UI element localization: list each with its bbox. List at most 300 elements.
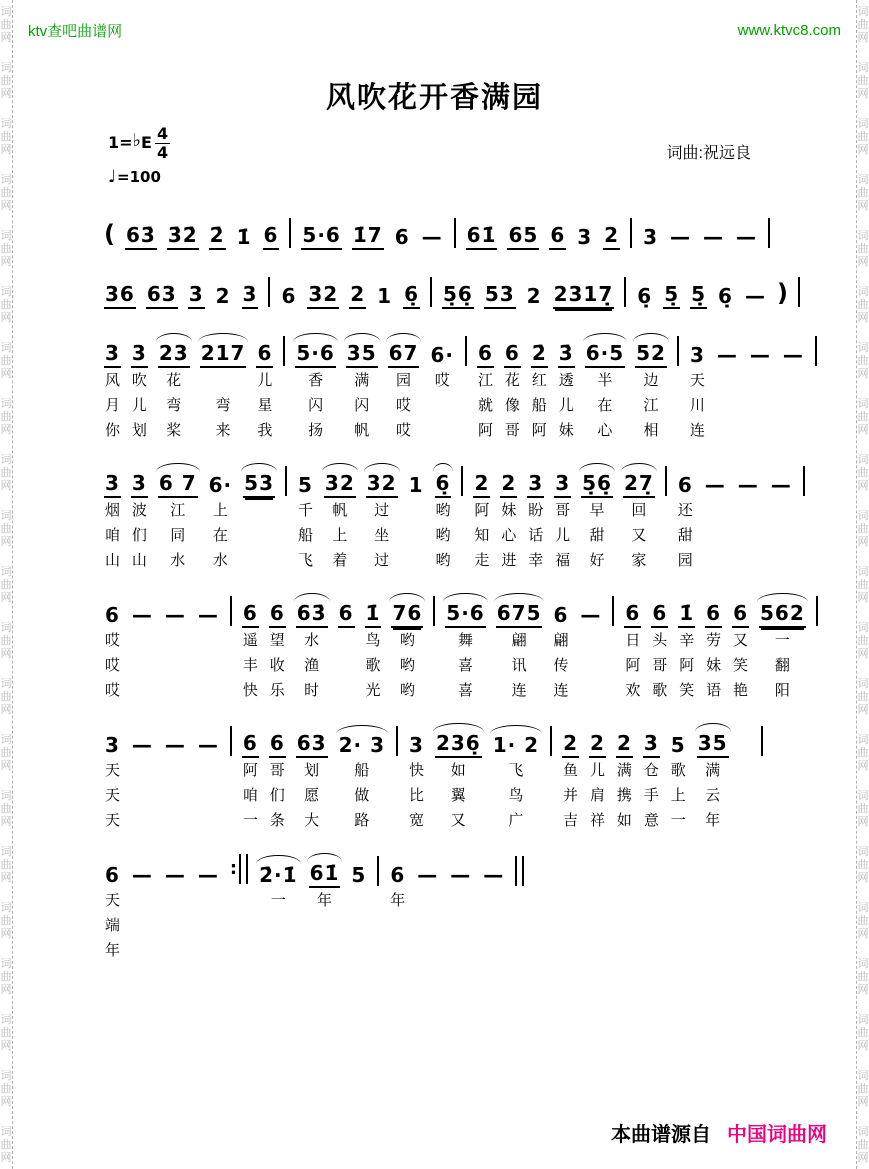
barline — [289, 218, 291, 248]
note-token: 35 — [697, 733, 729, 758]
note-token: — — [580, 603, 602, 627]
note-token: 52 — [635, 343, 667, 368]
lyric-cell: 辛 — [679, 632, 695, 649]
lyric-cell: 吹 — [131, 372, 147, 389]
note-token: — — [417, 863, 439, 887]
note-token: — — [164, 863, 186, 887]
lyric-cell: 扬 — [308, 422, 324, 439]
note-token: 3 — [554, 473, 571, 498]
site-name-link[interactable]: ktv查吧曲谱网 — [28, 23, 123, 40]
note-token: 562 — [759, 603, 806, 628]
lyric-cell: 进 — [501, 552, 517, 569]
lyric-cell: 花 — [166, 372, 182, 389]
note-token: 6 — [242, 733, 259, 758]
lyric-cell: 满 — [705, 762, 721, 779]
lyric-cell: 年 — [104, 942, 120, 959]
lyric-cell: 翻 — [774, 657, 790, 674]
note-token: — — [450, 863, 472, 887]
lyric-cell: 欢 — [625, 682, 641, 699]
score-system — [104, 848, 763, 963]
note-token: — — [744, 284, 766, 308]
lyric-cell: 心 — [597, 422, 613, 439]
note-token: 1̇ — [365, 603, 382, 628]
lyric-cell: 光 — [365, 682, 381, 699]
note-token: 2̇·1̇ — [259, 863, 298, 887]
lyric-cell: 歌 — [670, 762, 686, 779]
lyric-cell: 咱 — [104, 527, 120, 544]
lyric-cell: 一 — [242, 812, 258, 829]
note-token: 32 — [307, 284, 339, 309]
lyric-cell: 月 — [104, 397, 120, 414]
note-token: 5 — [351, 863, 367, 887]
lyric-cell: 山 — [104, 552, 120, 569]
barline — [624, 277, 626, 307]
lyric-cell: 收 — [269, 657, 285, 674]
note-token: 6 — [732, 603, 749, 628]
note-token: 53 — [484, 284, 516, 309]
lyric-cell: 相 — [643, 422, 659, 439]
lyric-cell: 早 — [589, 502, 605, 519]
lyric-cell: 年 — [316, 892, 332, 909]
note-token: 1̇ — [236, 225, 252, 249]
lyric-cell: 像 — [504, 397, 520, 414]
note-token: 63 — [296, 733, 328, 758]
lyric-cell: 儿 — [131, 397, 147, 414]
lyric-cell: 还 — [677, 502, 693, 519]
note-token: 2̇ — [209, 225, 226, 250]
lyric-cell: 哥 — [652, 657, 668, 674]
lyric-cell: 好 — [589, 552, 605, 569]
barline — [798, 277, 800, 307]
lyric-cell: 哎 — [104, 632, 120, 649]
lyric-cell: 天 — [104, 787, 120, 804]
note-token: 6 — [394, 225, 410, 249]
note-token: 1· 2 — [492, 733, 540, 757]
lyric-cell: 哟 — [399, 657, 415, 674]
lyric-cell: 语 — [706, 682, 722, 699]
lyric-cell: 阿 — [625, 657, 641, 674]
lyric-cell: 划 — [131, 422, 147, 439]
note-token: 23 — [158, 343, 190, 368]
barline — [665, 466, 667, 496]
note-token: 3 — [104, 343, 121, 368]
lyric-cell: 阿 — [531, 422, 547, 439]
lyric-cell: 哎 — [434, 372, 450, 389]
lyric-cell: 话 — [528, 527, 544, 544]
lyric-cell: 水 — [212, 552, 228, 569]
lyric-cell: 一 — [270, 892, 286, 909]
lyric-cell: 妹 — [706, 657, 722, 674]
note-token: 3 — [131, 473, 148, 498]
lyric-cell: 阿 — [679, 657, 695, 674]
lyric-cell: 们 — [269, 787, 285, 804]
right-watermark-strip: 词 曲 网 词 曲 网 词 曲 网 词 曲 网 词 曲 网 词 曲 网 词 曲 网 词 曲 网 词 曲 网 词 曲 网 词 曲 网 词 曲 网 词 曲 网 词 曲 网 词 曲 网 词 曲 网 词 曲 网 词 曲 网 词 曲 网 词 曲 网 词 曲 网 — [856, 0, 869, 1169]
lyric-cell: 妹 — [558, 422, 574, 439]
lyric-cell: 鸟 — [365, 632, 381, 649]
note-token: 6 — [390, 863, 406, 887]
left-watermark-strip: 词 曲 网 词 曲 网 词 曲 网 词 曲 网 词 曲 网 词 曲 网 词 曲 网 词 曲 网 词 曲 网 词 曲 网 词 曲 网 词 曲 网 词 曲 网 词 曲 网 词 曲 网 词 曲 网 词 曲 网 词 曲 网 词 曲 网 词 曲 网 词 曲 网 — [0, 0, 13, 1169]
note-token: 2 — [562, 733, 579, 758]
barline — [465, 336, 467, 366]
lyric-cell: 儿 — [589, 762, 605, 779]
lyric-cell: 过 — [374, 552, 390, 569]
time-signature — [155, 126, 170, 161]
note-token: — — [131, 733, 153, 757]
lyric-cell: 快 — [408, 762, 424, 779]
lyric-cell: 哎 — [104, 657, 120, 674]
score-system — [104, 210, 763, 250]
header — [14, 0, 855, 41]
lyric-cell: 艳 — [733, 682, 749, 699]
lyric-cell: 哎 — [104, 682, 120, 699]
lyric-cell: 帆 — [332, 502, 348, 519]
lyric-cell: 愿 — [304, 787, 320, 804]
lyric-cell: 天 — [104, 892, 120, 909]
lyric-cell: 千 — [297, 502, 313, 519]
note-token: 6 — [105, 603, 120, 627]
note-token: 5 — [298, 473, 313, 497]
note-token: — — [716, 343, 738, 367]
note-token: — — [197, 603, 219, 627]
key-tempo-block — [108, 126, 170, 187]
barline — [816, 596, 818, 626]
note-token: 3 — [105, 733, 120, 757]
score-system — [104, 588, 805, 703]
note-token: 6̣ — [637, 284, 653, 308]
lyric-cell: 翩 — [511, 632, 527, 649]
note-token: 6 — [338, 603, 355, 628]
lyric-cell: 喜 — [458, 657, 474, 674]
note-token: 3̇2̇ — [167, 225, 199, 250]
lyric-cell: 江 — [170, 502, 186, 519]
lyric-cell: 乐 — [269, 682, 285, 699]
note-token: 2 — [526, 284, 542, 308]
lyric-cell: 儿 — [555, 527, 571, 544]
lyric-cell: 同 — [170, 527, 186, 544]
lyric-cell: 上 — [212, 502, 228, 519]
note-token: 2 — [473, 473, 490, 498]
note-token: 5̣ — [690, 284, 707, 309]
note-token: 2· 3 — [338, 733, 386, 757]
lyric-cell: 阿 — [474, 502, 490, 519]
lyric-cell: 甜 — [589, 527, 605, 544]
lyric-cell: 家 — [631, 552, 647, 569]
barline — [461, 466, 463, 496]
note-token: 2 — [500, 473, 517, 498]
lyric-cell: 过 — [374, 502, 390, 519]
lyric-cell: 连 — [511, 682, 527, 699]
lyric-cell: 哥 — [555, 502, 571, 519]
lyric-cell: 咱 — [242, 787, 258, 804]
note-token: 6 — [477, 343, 494, 368]
barline — [377, 856, 379, 886]
lyric-cell: 我 — [257, 422, 273, 439]
note-token: — — [703, 225, 724, 249]
lyric-cell: 舞 — [458, 632, 474, 649]
lyric-cell: 飞 — [508, 762, 524, 779]
barline — [803, 466, 805, 496]
lyric-cell: 波 — [131, 502, 147, 519]
barline — [677, 336, 679, 366]
lyric-cell: 阳 — [774, 682, 790, 699]
note-token: — — [736, 225, 757, 249]
note-token: 6 — [651, 603, 668, 628]
note-token: — — [197, 733, 219, 757]
lyric-cell: 仓 — [643, 762, 659, 779]
key-signature — [108, 126, 170, 161]
note-token: 6 — [624, 603, 641, 628]
note-token: 3 — [188, 284, 205, 309]
lyric-cell: 时 — [304, 682, 320, 699]
lyric-cell: 又 — [733, 632, 749, 649]
note-token: — — [421, 225, 443, 249]
lyric-cell: 园 — [396, 372, 412, 389]
note-token: — — [197, 863, 219, 887]
barline — [433, 596, 435, 626]
note-token: 5·6 — [295, 343, 335, 368]
time-signature-top: 4 — [156, 124, 169, 143]
note-token: 2 — [616, 733, 633, 758]
lyric-cell: 帆 — [354, 422, 370, 439]
lyric-cell: 回 — [631, 502, 647, 519]
note-token: 5̣6̣ — [581, 473, 613, 498]
lyric-cell: 桨 — [166, 422, 182, 439]
note-token: 6 — [256, 343, 273, 368]
lyric-cell: 就 — [477, 397, 493, 414]
lyric-cell: 盼 — [528, 502, 544, 519]
note-token: 3̇ — [558, 343, 575, 368]
lyric-cell: 头 — [652, 632, 668, 649]
content — [14, 0, 855, 1169]
lyric-cell: 比 — [408, 787, 424, 804]
note-token: — — [704, 473, 726, 497]
repeat-double-bar — [239, 854, 248, 884]
barline — [230, 596, 232, 626]
lyric-cell: 阿 — [242, 762, 258, 779]
note-token: 2̇ — [531, 343, 548, 368]
note-token: 1̇7 — [352, 225, 384, 250]
quarter-note-icon: ♩ — [108, 167, 117, 187]
parenthesis: ( — [104, 220, 115, 248]
note-token: 36 — [104, 284, 136, 309]
note-token: 6 — [553, 603, 569, 627]
barline — [285, 466, 287, 496]
barline — [454, 218, 456, 248]
lyric-cell: 弯 — [166, 397, 182, 414]
lyric-cell: 在 — [597, 397, 613, 414]
note-token: 6 — [242, 603, 259, 628]
lyric-cell: 哟 — [399, 632, 415, 649]
note-token: 217 — [200, 343, 247, 368]
note-token: 35 — [346, 343, 378, 368]
note-token: 2 — [215, 284, 231, 308]
lyric-cell: 天 — [689, 372, 705, 389]
lyric-cell: 甜 — [677, 527, 693, 544]
lyric-cell: 渔 — [304, 657, 320, 674]
lyric-cell: 又 — [631, 527, 647, 544]
repeat-dots: : — [229, 857, 238, 879]
note-token: 63̇ — [296, 603, 328, 628]
note-token: 6 — [269, 603, 286, 628]
lyric-cell: 做 — [354, 787, 370, 804]
note-token: 5·6 — [445, 603, 485, 628]
lyric-cell: 来 — [215, 422, 231, 439]
lyric-cell: 一 — [670, 812, 686, 829]
barline — [550, 726, 552, 756]
lyric-cell: 上 — [332, 527, 348, 544]
lyric-cell: 云 — [705, 787, 721, 804]
note-token: 6·5 — [585, 343, 625, 368]
note-token: 61̇ — [309, 863, 341, 888]
note-token: 5̣ — [663, 284, 680, 309]
repeat-barline — [230, 854, 248, 886]
barline — [396, 726, 398, 756]
note-token: — — [131, 603, 153, 627]
lyric-cell: 传 — [553, 657, 569, 674]
lyric-cell: 意 — [643, 812, 659, 829]
lyric-cell: 风 — [104, 372, 120, 389]
lyric-cell: 满 — [616, 762, 632, 779]
lyric-cell: 讯 — [511, 657, 527, 674]
site-url-link[interactable]: www.ktvc8.com — [737, 22, 841, 39]
note-token: 6 — [504, 343, 521, 368]
score — [14, 206, 855, 963]
tempo-value: =100 — [117, 168, 161, 186]
lyric-cell: 弯 — [215, 397, 231, 414]
lyric-cell: 如 — [450, 762, 466, 779]
footer — [611, 1118, 827, 1147]
flat-sign-icon: ♭ — [132, 130, 142, 151]
note-token: — — [164, 733, 186, 757]
note-token: — — [164, 603, 186, 627]
barline — [430, 277, 432, 307]
note-token: — — [131, 863, 153, 887]
lyric-cell: 大 — [304, 812, 320, 829]
note-token: 236̣ — [435, 733, 482, 758]
lyric-cell: 年 — [705, 812, 721, 829]
note-token: 6̣ — [435, 473, 452, 498]
lyric-cell: 水 — [170, 552, 186, 569]
lyric-cell: 歌 — [365, 657, 381, 674]
lyric-cell: 哎 — [396, 397, 412, 414]
final-barline — [515, 856, 524, 886]
lyric-cell: 广 — [508, 812, 524, 829]
footer-source-label: 本曲谱源自 — [611, 1124, 711, 1146]
lyric-cell: 鸟 — [508, 787, 524, 804]
barline — [630, 218, 632, 248]
note-token: 65 — [507, 225, 539, 250]
lyric-cell: 透 — [558, 372, 574, 389]
lyric-cell: 星 — [257, 397, 273, 414]
note-token: 1̇ — [678, 603, 695, 628]
lyric-cell: 江 — [477, 372, 493, 389]
barline — [761, 726, 763, 756]
note-token: — — [737, 473, 759, 497]
note-token: 3 — [242, 284, 259, 309]
note-token: 6 — [105, 863, 120, 887]
note-token: 67 — [388, 343, 420, 368]
note-token: 6 — [263, 225, 280, 250]
tempo-marking — [108, 167, 170, 187]
lyric-cell: 肩 — [589, 787, 605, 804]
lyric-cell: 吉 — [563, 812, 579, 829]
lyric-cell: 哟 — [435, 552, 451, 569]
note-token: 3 — [527, 473, 544, 498]
lyric-cell: 船 — [531, 397, 547, 414]
lyric-cell: 福 — [555, 552, 571, 569]
lyric-cell: 并 — [563, 787, 579, 804]
lyric-cell: 年 — [390, 892, 406, 909]
note-token: 3 — [104, 473, 121, 498]
note-token: 1 — [408, 473, 424, 497]
lyric-cell: 天 — [104, 812, 120, 829]
note-token: 6 — [677, 473, 693, 497]
note-token: — — [770, 473, 792, 497]
lyric-cell: 边 — [643, 372, 659, 389]
lyric-cell: 劳 — [706, 632, 722, 649]
note-token: 53 — [243, 473, 275, 498]
note-token: — — [782, 343, 804, 367]
lyric-cell: 船 — [297, 527, 313, 544]
barline — [268, 277, 270, 307]
lyric-cell: 歌 — [652, 682, 668, 699]
lyric-cell: 们 — [131, 527, 147, 544]
lyric-cell: 望 — [269, 632, 285, 649]
lyric-cell: 条 — [269, 812, 285, 829]
note-token: 2 — [603, 225, 620, 250]
lyric-cell: 江 — [643, 397, 659, 414]
lyric-cell: 阿 — [477, 422, 493, 439]
note-token: — — [749, 343, 771, 367]
lyric-cell: 路 — [354, 812, 370, 829]
note-token: 2 — [589, 733, 606, 758]
lyric-cell: 手 — [643, 787, 659, 804]
note-token: 3 — [577, 225, 593, 249]
note-token: 63̇ — [125, 225, 157, 250]
note-token: 63 — [146, 284, 178, 309]
lyric-cell: 快 — [242, 682, 258, 699]
score-system — [104, 269, 788, 309]
lyric-cell: 半 — [597, 372, 613, 389]
lyric-cell: 儿 — [257, 372, 273, 389]
lyric-cell: 日 — [625, 632, 641, 649]
meta-row — [14, 122, 855, 206]
note-token: 27̣ — [623, 473, 655, 498]
note-token: 2 — [349, 284, 366, 309]
lyric-cell: 喜 — [458, 682, 474, 699]
lyric-cell: 哟 — [435, 527, 451, 544]
barline — [230, 726, 232, 756]
note-token: 6· — [208, 473, 233, 497]
barline — [612, 596, 614, 626]
lyric-cell: 花 — [504, 372, 520, 389]
footer-source-site-link[interactable]: 中国词曲网 — [727, 1124, 827, 1146]
barline — [283, 336, 285, 366]
note-token: 675 — [496, 603, 543, 628]
lyric-cell: 祥 — [589, 812, 605, 829]
note-token: 3 — [131, 343, 148, 368]
lyric-cell: 携 — [616, 787, 632, 804]
parenthesis: ) — [776, 279, 788, 307]
note-token: 32 — [366, 473, 398, 498]
note-token: 5·6 — [301, 225, 341, 250]
lyric-cell: 翩 — [553, 632, 569, 649]
note-token: 3 — [643, 733, 660, 758]
score-system — [104, 718, 763, 833]
lyric-cell: 川 — [689, 397, 705, 414]
lyric-cell: 红 — [531, 372, 547, 389]
lyric-cell: 走 — [474, 552, 490, 569]
